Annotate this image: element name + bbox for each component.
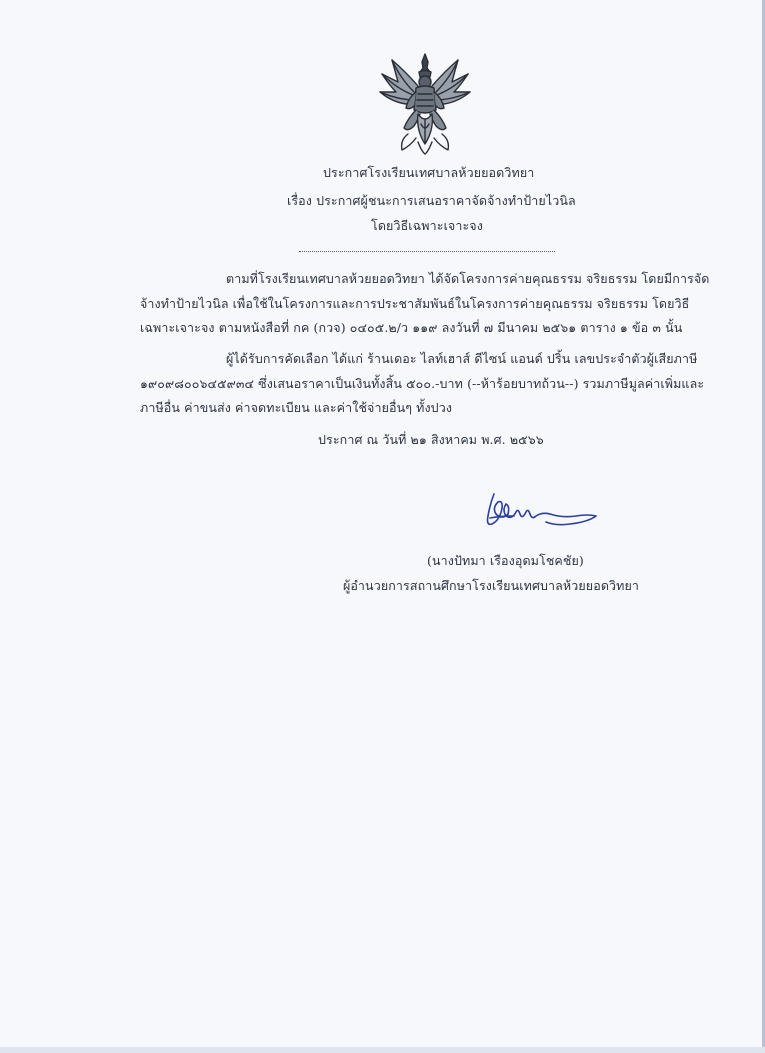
dotted-divider (299, 251, 555, 252)
signatory-position: ผู้อำนวยการสถานศึกษาโรงเรียนเทศบาลห้วยยอดวิทยา (343, 578, 640, 593)
announce-date: ประกาศ ณ วันที่ ๒๑ สิงหาคม พ.ศ. ๒๕๖๖ (318, 432, 544, 447)
paragraph2-line: ผู้ได้รับการคัดเลือก ได้แก่ ร้านเดอะ ไลท์เฮาส์ ดีไซน์ แอนด์ ปริ้น เลขประจำตัวผู้เสียภาษี (226, 351, 698, 366)
announcement-title: ประกาศโรงเรียนเทศบาลห้วยยอดวิทยา (323, 165, 535, 180)
signatory-name: (นางปัทมา เรืองอุดมโชคชัย) (427, 553, 584, 568)
subject-line: เรื่อง ประกาศผู้ชนะการเสนอราคาจัดจ้างทำป้ายไวนิล (287, 193, 576, 208)
page-edge-bottom (0, 1047, 765, 1053)
handwritten-signature (472, 486, 602, 536)
paragraph1-line: เฉพาะเจาะจง ตามหนังสือที่ กค (กวจ) ๐๔๐๕.๒/ว ๑๑๙ ลงวันที่ ๗ มีนาคม ๒๕๖๑ ตาราง ๑ ข้อ ๓ นั้น (140, 320, 683, 335)
paragraph2-line: ภาษีอื่น ค่าขนส่ง ค่าจดทะเบียน และค่าใช้จ่ายอื่นๆ ทั้งปวง (140, 400, 453, 415)
garuda-emblem-icon (378, 52, 472, 156)
paragraph2-line: ๑๙๐๙๘๐๐๖๔๕๙๓๔ ซึ่งเสนอราคาเป็นเงินทั้งสิ้น ๕๐๐.-บาท (--ห้าร้อยบาทถ้วน--) รวมภาษีมูลค่าเพิ่มและ (140, 376, 705, 391)
paragraph1-line: ตามที่โรงเรียนเทศบาลห้วยยอดวิทยา ได้จัดโครงการค่ายคุณธรรม จริยธรรม โดยมีการจัด (226, 271, 710, 286)
procurement-method: โดยวิธีเฉพาะเจาะจง (371, 218, 483, 233)
paragraph1-line: จ้างทำป้ายไวนิล เพื่อใช้ในโครงการและการประชาสัมพันธ์ในโครงการค่ายคุณธรรม จริยธรรม โดยวิธี (140, 296, 690, 311)
